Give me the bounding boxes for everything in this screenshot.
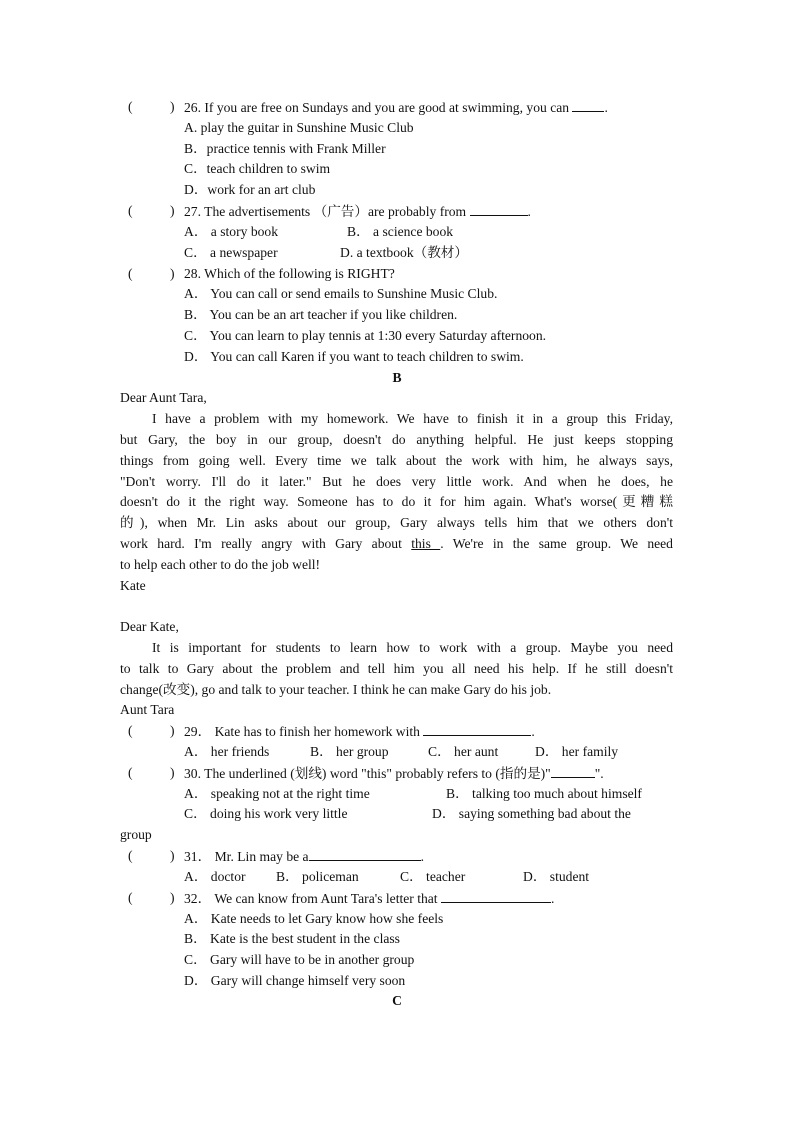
punct: .	[527, 204, 531, 219]
letter-line: but Gary, the boy in our group, doesn't do anything helpful. He just keeps stopping	[120, 432, 673, 447]
punct: .	[604, 100, 608, 115]
option: A． doctor	[184, 869, 246, 884]
answer-paren-right: )	[170, 99, 175, 114]
option: C． doing his work very little	[184, 806, 348, 821]
answer-paren-right: )	[170, 765, 175, 780]
question-30	[0, 764, 794, 782]
answer-blank	[423, 722, 531, 736]
option: D. a textbook（教材）	[340, 245, 468, 260]
option: C． a newspaper	[184, 245, 278, 260]
option: C． her aunt	[428, 744, 499, 759]
letter-line: 的), when Mr. Lin asks about our group, Gary always tells him that we others don't	[120, 515, 673, 530]
option: C． You can learn to play tennis at 1:30 every Saturday afternoon.	[184, 328, 547, 343]
underlined-word: this	[411, 536, 441, 551]
answer-paren-right: )	[170, 203, 175, 218]
option: A． speaking not at the right time	[184, 786, 370, 801]
answer-blank	[572, 98, 604, 112]
section-heading-b: B	[392, 370, 402, 385]
punct: .	[420, 849, 424, 864]
option: D． student	[523, 869, 590, 884]
option: C． Gary will have to be in another group	[184, 952, 415, 967]
letter-line: to help each other to do the job well!	[120, 557, 321, 572]
letter-line: to talk to Gary about the problem and tell him you all need his help. If he still doesn't	[120, 661, 673, 676]
option: B． her group	[310, 744, 389, 759]
option: B． talking too much about himself	[446, 786, 642, 801]
option: D． Gary will change himself very soon	[184, 973, 406, 988]
letter-line: doesn't do it the right way. Someone has to do it for him again. What's worse(更糟糕	[120, 494, 673, 509]
answer-paren-left: (	[128, 848, 133, 863]
letter-line: It is important for students to learn how to work with a group. Maybe you need	[152, 640, 673, 655]
answer-paren-right: )	[170, 848, 175, 863]
question-32	[0, 889, 794, 907]
letter-line: change(改变), go and talk to your teacher. I think he can make Gary do his job.	[120, 682, 552, 697]
question-stem: 28. Which of the following is RIGHT?	[184, 266, 395, 281]
punct: .	[551, 891, 555, 906]
question-stem: 32． We can know from Aunt Tara's letter that	[184, 891, 441, 906]
question-29	[0, 722, 794, 740]
option: D． You can call Karen if you want to teach children to swim.	[184, 349, 524, 364]
question-31	[0, 847, 794, 865]
option-wrap: group	[120, 827, 152, 842]
question-stem: 29． Kate has to finish her homework with	[184, 724, 424, 739]
punct: ".	[594, 766, 604, 781]
option: A． her friends	[184, 744, 270, 759]
answer-paren-right: )	[170, 890, 175, 905]
section-heading-c: C	[392, 993, 402, 1008]
option: D． her family	[535, 744, 619, 759]
option: A． You can call or send emails to Sunshine Music Club.	[184, 286, 498, 301]
option: B．practice tennis with Frank Miller	[184, 141, 386, 156]
option: A． a story book	[184, 224, 279, 239]
question-26	[0, 98, 794, 116]
answer-blank	[309, 847, 421, 861]
question-stem: 30. The underlined (划线) word "this" probably refers to (指的是)"	[184, 766, 551, 781]
question-27	[0, 202, 794, 220]
option: D．work for an art club	[184, 182, 316, 197]
option: D． saying something bad about the	[432, 806, 631, 821]
answer-paren-right: )	[170, 723, 175, 738]
text: . We're in the same group. We need	[440, 536, 673, 551]
answer-paren-left: (	[128, 99, 133, 114]
option: B． You can be an art teacher if you like children.	[184, 307, 458, 322]
question-stem: 31． Mr. Lin may be a	[184, 849, 309, 864]
answer-paren-left: (	[128, 890, 133, 905]
letter-signature: Kate	[120, 578, 146, 593]
answer-paren-left: (	[128, 203, 133, 218]
letter-signature: Aunt Tara	[120, 702, 175, 717]
punct: .	[531, 724, 535, 739]
option: C． teacher	[400, 869, 466, 884]
option: B． a science book	[347, 224, 454, 239]
answer-paren-left: (	[128, 765, 133, 780]
letter-line: "Don't worry. I'll do it later." But he does very little work. And when he does, he	[120, 474, 673, 489]
question-stem: 27. The advertisements （广告）are probably from	[184, 204, 470, 219]
question-stem: 26. If you are free on Sundays and you are good at swimming, you can	[184, 100, 573, 115]
letter-line: I have a problem with my homework. We have to finish it in a group this Friday,	[152, 411, 673, 426]
text: work hard. I'm really angry with Gary about	[120, 536, 412, 551]
letter-greeting: Dear Kate,	[120, 619, 179, 634]
question-28	[0, 265, 794, 283]
answer-blank	[551, 764, 595, 778]
answer-blank	[441, 889, 551, 903]
answer-paren-right: )	[170, 266, 175, 281]
letter-line: things from going well. Every time we talk about the work with him, he always says,	[120, 453, 673, 468]
option: A. play the guitar in Sunshine Music Club	[184, 120, 414, 135]
option: B． Kate is the best student in the class	[184, 931, 400, 946]
option: B． policeman	[276, 869, 359, 884]
answer-paren-left: (	[128, 266, 133, 281]
option: C．teach children to swim	[184, 161, 331, 176]
answer-paren-left: (	[128, 723, 133, 738]
answer-blank	[470, 202, 528, 216]
option: A． Kate needs to let Gary know how she feels	[184, 911, 444, 926]
letter-greeting: Dear Aunt Tara,	[120, 390, 207, 405]
letter-line	[120, 535, 673, 553]
